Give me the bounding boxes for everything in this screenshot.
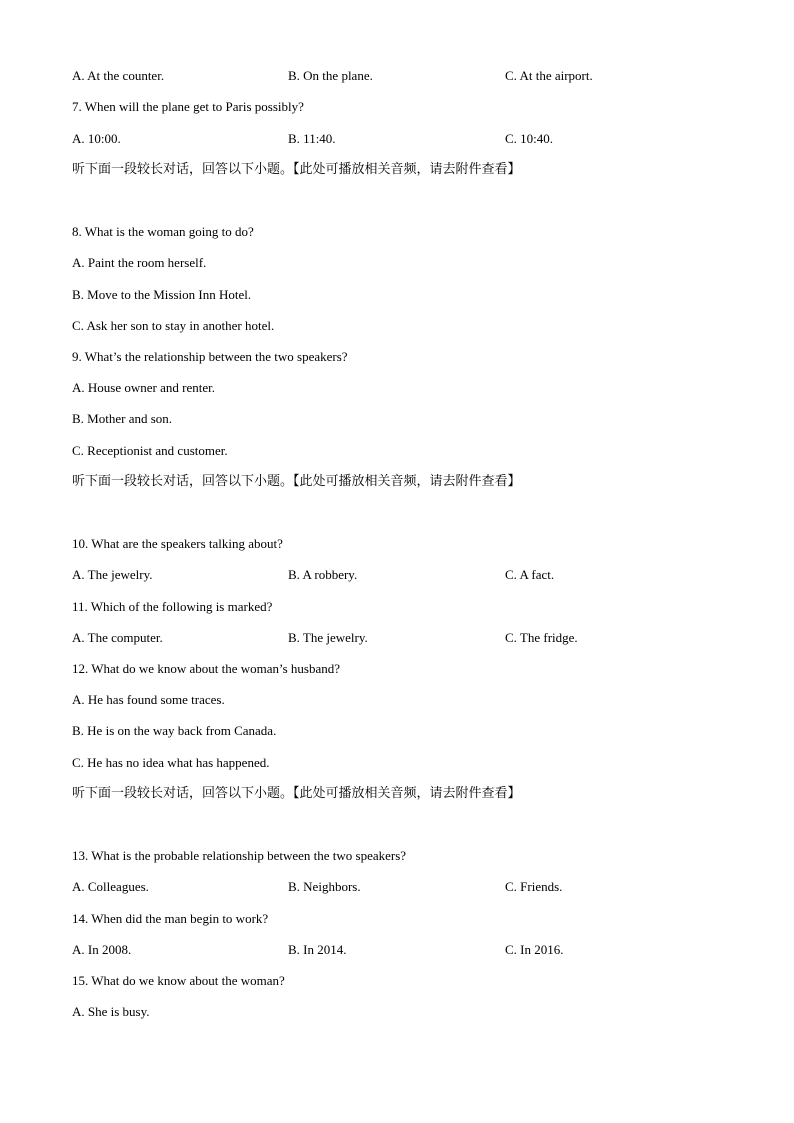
q10-option-c: C. A fact. xyxy=(505,567,555,582)
q9-option-b: B. Mother and son. xyxy=(72,411,173,426)
q9-option-a: A. House owner and renter. xyxy=(72,380,215,395)
q10-option-a: A. The jewelry. xyxy=(72,567,153,582)
q6-option-a: A. At the counter. xyxy=(72,68,165,83)
q6-option-b: B. On the plane. xyxy=(288,68,373,83)
audio-instruction-3: 听下面一段较长对话，回答以下小题。【此处可播放相关音频，请去附件查看】 xyxy=(72,786,521,801)
q9-option-c: C. Receptionist and customer. xyxy=(72,443,228,458)
q11-option-a: A. The computer. xyxy=(72,630,163,645)
q7-option-b: B. 11:40. xyxy=(288,131,336,146)
q11-option-c: C. The fridge. xyxy=(505,630,578,645)
q14-option-c: C. In 2016. xyxy=(505,942,564,957)
q10-question: 10. What are the speakers talking about? xyxy=(72,536,283,551)
q13-option-a: A. Colleagues. xyxy=(72,879,149,894)
q12-option-b: B. He is on the way back from Canada. xyxy=(72,723,277,738)
q12-question: 12. What do we know about the woman’s husband? xyxy=(72,661,341,676)
q11-question: 11. Which of the following is marked? xyxy=(72,599,273,614)
q10-option-b: B. A robbery. xyxy=(288,567,358,582)
audio-instruction-2: 听下面一段较长对话，回答以下小题。【此处可播放相关音频，请去附件查看】 xyxy=(72,474,521,489)
q6-option-c: C. At the airport. xyxy=(505,68,593,83)
q7-option-c: C. 10:40. xyxy=(505,131,554,146)
q8-question: 8. What is the woman going to do? xyxy=(72,224,254,239)
q7-option-a: A. 10:00. xyxy=(72,131,121,146)
q12-option-c: C. He has no idea what has happened. xyxy=(72,755,270,770)
q14-question: 14. When did the man begin to work? xyxy=(72,911,269,926)
q8-option-b: B. Move to the Mission Inn Hotel. xyxy=(72,287,252,302)
q13-question: 13. What is the probable relationship between the two speakers? xyxy=(72,848,407,863)
q9-question: 9. What’s the relationship between the two speakers? xyxy=(72,349,348,364)
q8-option-c: C. Ask her son to stay in another hotel. xyxy=(72,318,275,333)
q11-option-b: B. The jewelry. xyxy=(288,630,368,645)
q14-option-b: B. In 2014. xyxy=(288,942,347,957)
q12-option-a: A. He has found some traces. xyxy=(72,692,225,707)
q7-question: 7. When will the plane get to Paris possibly? xyxy=(72,99,304,114)
q15-option-a: A. She is busy. xyxy=(72,1004,150,1019)
q8-option-a: A. Paint the room herself. xyxy=(72,255,207,270)
q15-question: 15. What do we know about the woman? xyxy=(72,973,285,988)
q13-option-b: B. Neighbors. xyxy=(288,879,361,894)
audio-instruction-1: 听下面一段较长对话，回答以下小题。【此处可播放相关音频，请去附件查看】 xyxy=(72,162,521,177)
q13-option-c: C. Friends. xyxy=(505,879,563,894)
q14-option-a: A. In 2008. xyxy=(72,942,132,957)
